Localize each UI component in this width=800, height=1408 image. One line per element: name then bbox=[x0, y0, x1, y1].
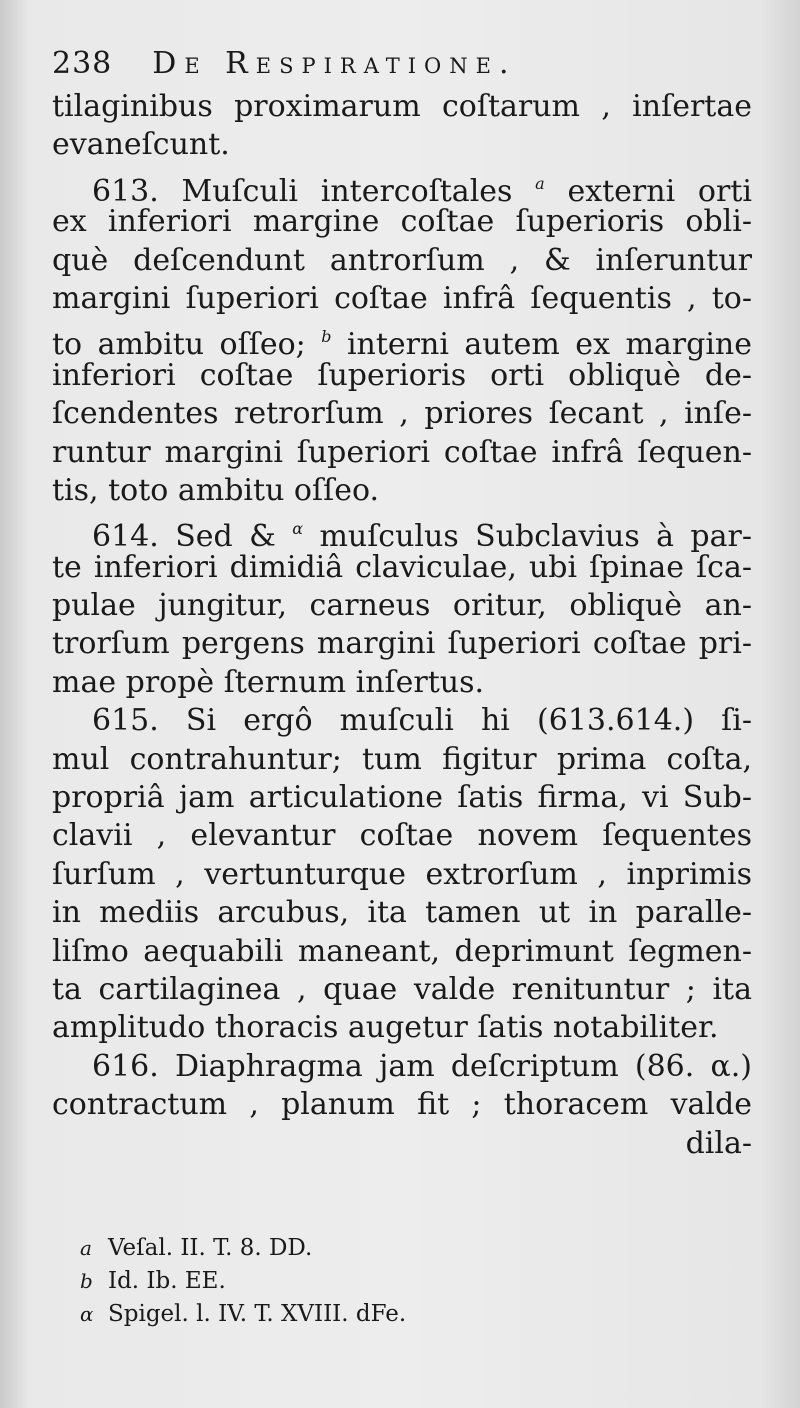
main-text bbox=[52, 88, 752, 1163]
running-title: De Respiratione. bbox=[152, 45, 517, 81]
footnote-text: Spigel. l. IV. T. XVIII. dFe. bbox=[108, 1301, 407, 1327]
text-line: propriâ jam articulatione ſatis firma, vi Sub- bbox=[52, 780, 752, 816]
footnotes bbox=[80, 1232, 720, 1331]
text-line: pulae jungitur, carneus oritur, obliquè an- bbox=[52, 588, 752, 624]
footnote-ref-a: a bbox=[535, 173, 545, 193]
footnote-mark: α bbox=[80, 1302, 94, 1326]
text-line: in mediis arcubus, ita tamen ut in paralle- bbox=[52, 895, 752, 931]
footnote-text: Veſal. II. T. 8. DD. bbox=[108, 1235, 313, 1261]
text-line: amplitudo thoracis augetur ſatis notabiliter. bbox=[52, 1010, 719, 1046]
text-line: ta cartilaginea , quae valde renituntur ; ita bbox=[52, 971, 752, 1007]
text-line: què deſcendunt antrorſum , & inſeruntur bbox=[52, 242, 752, 278]
footnote-mark: a bbox=[80, 1236, 92, 1260]
text-line: liſmo aequabili maneant, deprimunt ſegmen- bbox=[52, 933, 752, 969]
footnote bbox=[80, 1265, 720, 1298]
paragraph-613: 613. Muſculi intercoſtales $^a$ externi orti bbox=[92, 173, 752, 209]
text-line: ſcendentes retrorſum , priores ſecant , inſe- bbox=[52, 396, 752, 432]
footnote-ref-b: b bbox=[321, 327, 332, 347]
footnote bbox=[80, 1298, 720, 1331]
text-line: tis, toto ambitu oſſeo. bbox=[52, 472, 380, 508]
paragraph-616: 616. Diaphragma jam deſcriptum (86. α.) bbox=[92, 1048, 752, 1084]
text-line: mae propè ſternum inſertus. bbox=[52, 664, 485, 700]
page-number: 238 bbox=[52, 45, 113, 81]
text-line: runtur margini ſuperiori coſtae infrâ ſequen- bbox=[52, 434, 752, 470]
paragraph-615: 615. Si ergô muſculi hi (613.614.) ſi- bbox=[92, 703, 752, 739]
paragraph-614: 614. Sed & $^\alpha$ muſculus Subclavius à par- bbox=[92, 519, 752, 555]
text-line: tilaginibus proximarum coſtarum , inſertae bbox=[52, 89, 752, 124]
page-header bbox=[52, 38, 752, 88]
text-line: contractum , planum fit ; thoracem valde bbox=[52, 1087, 752, 1123]
text-line: ex inferiori margine coſtae ſuperioris obli- bbox=[52, 204, 752, 240]
footnote-text: Id. Ib. EE. bbox=[108, 1268, 226, 1294]
text-line: ſurſum , vertunturque extrorſum , inprimis bbox=[52, 856, 752, 892]
text-line: te inferiori dimidiâ claviculae, ubi ſpinae ſca- bbox=[52, 549, 752, 585]
footnote-mark: b bbox=[80, 1269, 93, 1293]
text-line: evaneſcunt. bbox=[52, 127, 230, 163]
text-line: inferiori coſtae ſuperioris orti obliquè de- bbox=[52, 357, 752, 393]
text-line: trorſum pergens margini ſuperiori coſtae pri- bbox=[52, 626, 752, 662]
text-line: mul contrahuntur; tum figitur prima coſta, bbox=[52, 741, 752, 777]
text-line: clavii , elevantur coſtae novem ſequentes bbox=[52, 818, 752, 854]
catchword: dila- bbox=[685, 1125, 752, 1161]
text-line: to ambitu oſſeo; $^b$ interni autem ex margine bbox=[52, 327, 752, 363]
footnote-ref-alpha: α bbox=[292, 519, 304, 539]
text-line: margini ſuperiori coſtae infrâ ſequentis , to- bbox=[52, 280, 752, 316]
footnote bbox=[80, 1232, 720, 1265]
